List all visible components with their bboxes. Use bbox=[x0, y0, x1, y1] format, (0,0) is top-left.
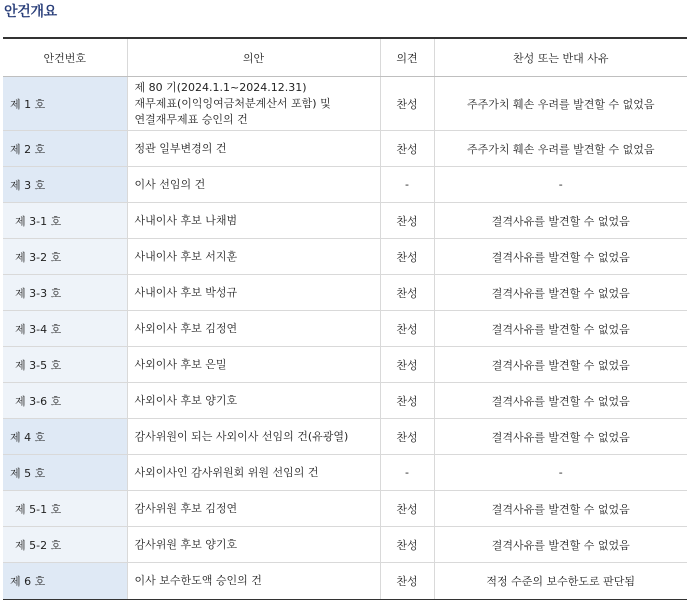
agenda-number: 제 3 호 bbox=[3, 167, 127, 203]
opinion: 찬성 bbox=[380, 563, 434, 600]
agenda-title: 사내이사 후보 나채범 bbox=[127, 203, 380, 239]
agenda-title: 정관 일부변경의 건 bbox=[127, 131, 380, 167]
reason: - bbox=[434, 167, 687, 203]
opinion: - bbox=[380, 167, 434, 203]
reason: 적정 수준의 보수한도로 판단됨 bbox=[434, 563, 687, 600]
agenda-number: 제 5-2 호 bbox=[3, 527, 127, 563]
table-row bbox=[3, 239, 687, 275]
opinion: 찬성 bbox=[380, 419, 434, 455]
section-title: 안건개요 bbox=[4, 4, 57, 20]
table-row bbox=[3, 455, 687, 491]
opinion: 찬성 bbox=[380, 491, 434, 527]
agenda-number: 제 1 호 bbox=[3, 77, 127, 131]
agenda-title: 사외이사 후보 은밀 bbox=[127, 347, 380, 383]
table-row bbox=[3, 491, 687, 527]
agenda-title: 이사 보수한도액 승인의 건 bbox=[127, 563, 380, 600]
agenda-number: 제 2 호 bbox=[3, 131, 127, 167]
reason: 결격사유를 발견할 수 없었음 bbox=[434, 419, 687, 455]
agenda-number: 제 3-1 호 bbox=[3, 203, 127, 239]
agenda-number: 제 3-2 호 bbox=[3, 239, 127, 275]
agenda-title: 사외이사인 감사위원회 위원 선임의 건 bbox=[127, 455, 380, 491]
table-row bbox=[3, 203, 687, 239]
table-row bbox=[3, 383, 687, 419]
agenda-number: 제 5-1 호 bbox=[3, 491, 127, 527]
opinion: 찬성 bbox=[380, 203, 434, 239]
agenda-number: 제 4 호 bbox=[3, 419, 127, 455]
agenda-title: 사내이사 후보 박성규 bbox=[127, 275, 380, 311]
agenda-number: 제 6 호 bbox=[3, 563, 127, 600]
agenda-title-line: 제 80 기(2024.1.1~2024.12.31) bbox=[134, 80, 307, 94]
table-row bbox=[3, 563, 687, 600]
table-row bbox=[3, 77, 687, 131]
table-header-row bbox=[3, 38, 687, 77]
agenda-number: 제 5 호 bbox=[3, 455, 127, 491]
table-row bbox=[3, 527, 687, 563]
header-agenda: 의안 bbox=[127, 38, 380, 77]
agenda-table bbox=[3, 37, 687, 600]
reason: 결격사유를 발견할 수 없었음 bbox=[434, 239, 687, 275]
agenda-title: 사외이사 후보 양기호 bbox=[127, 383, 380, 419]
agenda-title: 이사 선임의 건 bbox=[127, 167, 380, 203]
reason: 결격사유를 발견할 수 없었음 bbox=[434, 527, 687, 563]
agenda-title-line: 연결재무제표 승인의 건 bbox=[134, 112, 248, 126]
reason: 결격사유를 발견할 수 없었음 bbox=[434, 311, 687, 347]
header-opinion: 의견 bbox=[380, 38, 434, 77]
agenda-title bbox=[127, 77, 380, 131]
reason: 결격사유를 발견할 수 없었음 bbox=[434, 383, 687, 419]
agenda-title-line: 재무제표(이익잉여금처분계산서 포함) 및 bbox=[134, 96, 331, 110]
opinion: 찬성 bbox=[380, 275, 434, 311]
opinion: 찬성 bbox=[380, 311, 434, 347]
reason: 주주가치 훼손 우려를 발견할 수 없었음 bbox=[434, 131, 687, 167]
agenda-number: 제 3-4 호 bbox=[3, 311, 127, 347]
reason: - bbox=[434, 455, 687, 491]
opinion: 찬성 bbox=[380, 527, 434, 563]
table-row bbox=[3, 131, 687, 167]
table-row bbox=[3, 347, 687, 383]
agenda-title: 감사위원 후보 김정연 bbox=[127, 491, 380, 527]
header-agenda-number: 안건번호 bbox=[3, 38, 127, 77]
reason: 결격사유를 발견할 수 없었음 bbox=[434, 347, 687, 383]
agenda-number: 제 3-6 호 bbox=[3, 383, 127, 419]
table-row bbox=[3, 311, 687, 347]
opinion: 찬성 bbox=[380, 383, 434, 419]
reason: 결격사유를 발견할 수 없었음 bbox=[434, 203, 687, 239]
table-row bbox=[3, 275, 687, 311]
agenda-title: 감사위원이 되는 사외이사 선임의 건(유광열) bbox=[127, 419, 380, 455]
header-reason: 찬성 또는 반대 사유 bbox=[434, 38, 687, 77]
agenda-title: 감사위원 후보 양기호 bbox=[127, 527, 380, 563]
agenda-title: 사내이사 후보 서지훈 bbox=[127, 239, 380, 275]
opinion: 찬성 bbox=[380, 347, 434, 383]
agenda-title: 사외이사 후보 김정연 bbox=[127, 311, 380, 347]
reason: 결격사유를 발견할 수 없었음 bbox=[434, 491, 687, 527]
reason: 주주가치 훼손 우려를 발견할 수 없었음 bbox=[434, 77, 687, 131]
opinion: - bbox=[380, 455, 434, 491]
opinion: 찬성 bbox=[380, 239, 434, 275]
table-row bbox=[3, 419, 687, 455]
reason: 결격사유를 발견할 수 없었음 bbox=[434, 275, 687, 311]
agenda-number: 제 3-3 호 bbox=[3, 275, 127, 311]
table-row bbox=[3, 167, 687, 203]
agenda-number: 제 3-5 호 bbox=[3, 347, 127, 383]
opinion: 찬성 bbox=[380, 77, 434, 131]
opinion: 찬성 bbox=[380, 131, 434, 167]
